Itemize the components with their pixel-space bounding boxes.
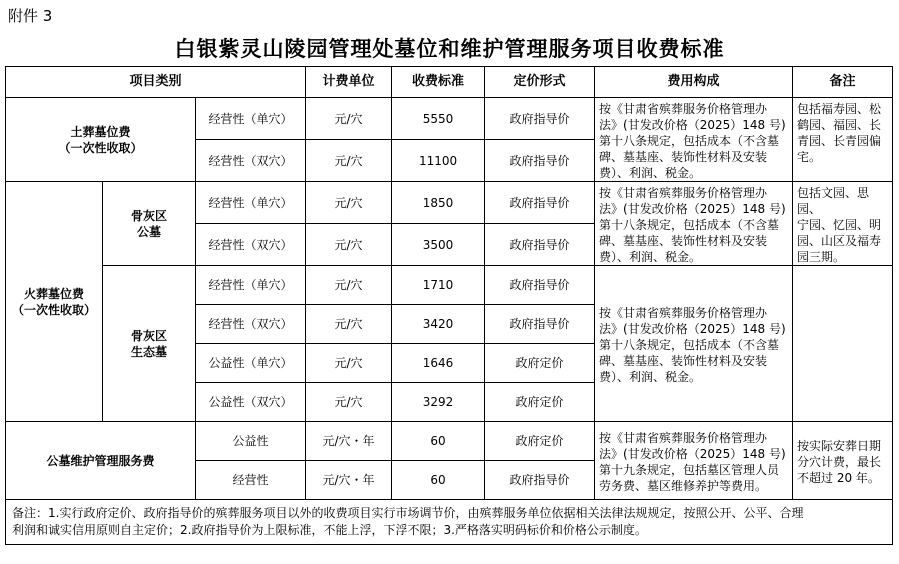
- footnote: 备注：1.实行政府定价、政府指导价的殡葬服务项目以外的收费项目实行市场调节价，由殡葬服务单位依据相关法律法规规定，按照公开、公平、合理 利润和诚实信用原则自主定价；2.政府指导价为上限标准，不能上浮，下浮不限；3.严格落实明码标价和价格公示制度。: [6, 500, 893, 545]
- row-unit: 元/穴・年: [306, 422, 392, 461]
- remark-weihu: 按实际安葬日期 分穴计费，最长 不超过 20 年。: [793, 422, 893, 500]
- cost-composition-shengtai: 按《甘肃省殡葬服务价格管理办 法》(甘发改价格（2025）148 号) 第十八条规定，包括成本（不含墓 碑、墓基座、装饰性材料及安装 费）、利润、税金。: [595, 266, 793, 422]
- remark-shengtai-empty: [793, 266, 893, 422]
- row-type: 经营性（单穴）: [196, 98, 306, 140]
- row-unit: 元/穴: [306, 383, 392, 422]
- header-cost: 费用构成: [595, 67, 793, 98]
- cost-composition-tuzang: 按《甘肃省殡葬服务价格管理办 法》(甘发改价格（2025）148 号) 第十八条规定，包括成本（不含墓 碑、墓基座、装饰性材料及安装 费）、利润、税金。: [595, 98, 793, 182]
- header-unit: 计费单位: [306, 67, 392, 98]
- row-pricing-form: 政府定价: [485, 344, 595, 383]
- cost-composition-gonmu: 按《甘肃省殡葬服务价格管理办 法》(甘发改价格（2025）148 号) 第十八条规定，包括成本（不含墓 碑、墓基座、装饰性材料及安装 费）、利润、税金。: [595, 182, 793, 266]
- footnote-row: [6, 500, 893, 545]
- row-pricing-form: 政府指导价: [485, 224, 595, 266]
- category-tuzang: 土葬墓位费 （一次性收取）: [6, 98, 196, 182]
- row-price: 1710: [392, 266, 485, 305]
- row-pricing-form: 政府指导价: [485, 305, 595, 344]
- row-type: 经营性（双穴）: [196, 140, 306, 182]
- row-pricing-form: 政府指导价: [485, 461, 595, 500]
- subcategory-shengtai: 骨灰区 生态墓: [103, 266, 196, 422]
- row-unit: 元/穴: [306, 140, 392, 182]
- row-type: 经营性（双穴）: [196, 305, 306, 344]
- row-price: 3420: [392, 305, 485, 344]
- row-unit: 元/穴: [306, 224, 392, 266]
- remark-gonmu: 包括文园、思园、 宁园、忆园、明 园、山区及福寿 园三期。: [793, 182, 893, 266]
- attachment-label: 附件 3: [8, 7, 53, 25]
- row-unit: 元/穴: [306, 98, 392, 140]
- remark-tuzang: 包括福寿园、松 鹤园、福园、长 青园、长青园偏 宅。: [793, 98, 893, 182]
- row-price: 60: [392, 422, 485, 461]
- row-pricing-form: 政府指导价: [485, 140, 595, 182]
- row-type: 经营性（单穴）: [196, 266, 306, 305]
- row-pricing-form: 政府指导价: [485, 266, 595, 305]
- row-type: 公益性（单穴）: [196, 344, 306, 383]
- row-unit: 元/穴: [306, 344, 392, 383]
- table-row: [6, 182, 893, 224]
- row-unit: 元/穴: [306, 305, 392, 344]
- row-pricing-form: 政府指导价: [485, 182, 595, 224]
- row-price: 60: [392, 461, 485, 500]
- row-price: 1850: [392, 182, 485, 224]
- header-remark: 备注: [793, 67, 893, 98]
- cost-composition-weihu: 按《甘肃省殡葬服务价格管理办 法》(甘发改价格（2025）148 号) 第十九条规定，包括墓区管理人员 劳务费、墓区维修养护等费用。: [595, 422, 793, 500]
- row-price: 3292: [392, 383, 485, 422]
- row-price: 3500: [392, 224, 485, 266]
- row-price: 1646: [392, 344, 485, 383]
- row-price: 11100: [392, 140, 485, 182]
- header-row: [6, 67, 893, 98]
- row-unit: 元/穴: [306, 182, 392, 224]
- fee-standard-table: [5, 66, 893, 545]
- row-type: 公益性: [196, 422, 306, 461]
- header-standard: 收费标准: [392, 67, 485, 98]
- header-category: 项目类别: [6, 67, 306, 98]
- row-type: 公益性（双穴）: [196, 383, 306, 422]
- table-row: [6, 98, 893, 140]
- row-type: 经营性: [196, 461, 306, 500]
- row-type: 经营性（双穴）: [196, 224, 306, 266]
- row-unit: 元/穴: [306, 266, 392, 305]
- row-type: 经营性（单穴）: [196, 182, 306, 224]
- row-pricing-form: 政府指导价: [485, 98, 595, 140]
- document-title: 白银紫灵山陵园管理处墓位和维护管理服务项目收费标准: [174, 37, 725, 61]
- category-huozang: 火葬墓位费 （一次性收取）: [6, 182, 103, 422]
- table-row: [6, 266, 893, 305]
- row-unit: 元/穴・年: [306, 461, 392, 500]
- table-row: [6, 422, 893, 461]
- category-weihu: 公墓维护管理服务费: [6, 422, 196, 500]
- row-pricing-form: 政府定价: [485, 422, 595, 461]
- row-price: 5550: [392, 98, 485, 140]
- subcategory-gonmu: 骨灰区 公墓: [103, 182, 196, 266]
- row-pricing-form: 政府定价: [485, 383, 595, 422]
- header-pricing-form: 定价形式: [485, 67, 595, 98]
